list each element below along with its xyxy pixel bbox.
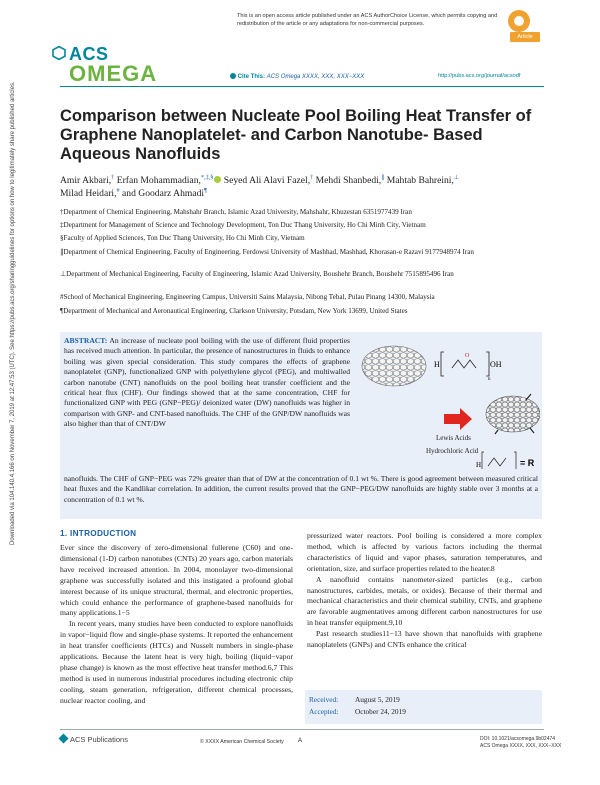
toc-graphic bbox=[358, 334, 540, 469]
abstract-continuation: nanofluids. The CHF of GNP−PEG was 72% greater than that of DW at the concentration of 0.1 wt %. There is good agreement between measured critical heat fluxes and the Kandlikar correlation. In addition, the current results proved that the GNP−PEG/DW nanofluids are highly stable over 3 months at a concentration of 0.1 wt %. bbox=[64, 474, 538, 504]
acs-hexagon-icon bbox=[52, 46, 66, 60]
received-label: Received: bbox=[309, 695, 339, 704]
doi-link[interactable]: DOI: 10.1021/acsomega.9b02474 bbox=[480, 736, 556, 742]
affiliation: †Department of Chemical Engineering, Mahshahr Branch, Islamic Azad University, Mahshahr, Khuzestan 6351977439 Iran bbox=[60, 208, 412, 216]
author-affiliation-mark: ∥ bbox=[381, 173, 385, 181]
toc-hydrochloric-acid: Hydrochloric Acid bbox=[426, 447, 479, 455]
orcid-icon[interactable] bbox=[214, 176, 221, 183]
toc-label-o: O bbox=[465, 353, 470, 359]
page-number: A bbox=[298, 738, 303, 744]
cite-reference: ACS Omega XXXX, XXX, XXX−XXX bbox=[266, 74, 365, 80]
journal-logo bbox=[52, 44, 222, 92]
author-list bbox=[60, 174, 545, 200]
abstract-text bbox=[64, 336, 350, 430]
acs-publications-icon bbox=[59, 734, 69, 744]
open-access-badge-icon bbox=[508, 10, 530, 32]
toc-label-n: n bbox=[488, 377, 491, 382]
affiliation: ∥Department of Chemical Engineering, Faculty of Engineering, Ferdowsi University of Mashhad, Mashhad, Khorasan-e Razavi 9177948974 Iran bbox=[60, 248, 474, 256]
affiliation: §Faculty of Applied Sciences, Ton Duc Thang University, Ho Chi Minh City, Vietnam bbox=[60, 234, 305, 242]
toc-label-r: = R bbox=[520, 458, 535, 468]
author-name[interactable]: and Goodarz Ahmadi bbox=[122, 188, 205, 199]
toc-lewis-acids: Lewis Acids bbox=[436, 434, 471, 442]
functionalized-graphene-right bbox=[486, 394, 540, 434]
open-access-notice: This is an open access article published under an ACS AuthorChoice License, which permits copying and redistribution of the article or any adaptations for non-commercial purposes. bbox=[237, 13, 498, 27]
author-name[interactable]: Erfan Mohammadian, bbox=[116, 175, 201, 186]
logo-acs-text: ACS bbox=[69, 44, 109, 64]
section-heading-introduction: 1. INTRODUCTION bbox=[60, 529, 137, 538]
accepted-label: Accepted: bbox=[309, 707, 339, 716]
graphene-sheet-left bbox=[362, 346, 426, 386]
author-name[interactable]: Mahtab Bahreini, bbox=[386, 175, 454, 186]
download-side-note-text: Downloaded via 104.140.4.166 on November 7, 2019 at 12:47:53 (UTC). See https://pubs.acs.org/sharingguidelines for options on how to legitimately share published articles. bbox=[10, 81, 16, 545]
journal-url-link[interactable]: http://pubs.acs.org/journal/acsodf bbox=[438, 73, 521, 79]
intro-paragraph: pressurized water reactors. Pool boiling is considered a more complex method, which is affected by various factors including the thermal characteristics of liquid and vapor phases, saturation temperatures, and orientation, size, and surface properties related to the heater.8 bbox=[307, 531, 542, 573]
affiliation: ‡Department for Management of Science and Technology Development, Ton Duc Thang University, Ho Chi Minh City, Vietnam bbox=[60, 221, 426, 229]
abstract-label: ABSTRACT: bbox=[64, 336, 108, 345]
peg-molecule-top bbox=[434, 352, 502, 382]
affiliation: ⊥Department of Mechanical Engineering, Faculty of Engineering, Islamic Azad University, Boushehr Branch, Boushehr 7515895496 Iran bbox=[60, 270, 454, 278]
doi-block bbox=[480, 736, 561, 749]
article-title: Comparison between Nucleate Pool Boiling Heat Transfer of Graphene Nanoplatelet- and Carbon Nanotube- Based Aqueous Nanofluids bbox=[60, 107, 532, 163]
affiliation: ¶Department of Mechanical and Aeronautical Engineering, Clarkson University, Potsdam, New York 13699, United States bbox=[60, 307, 408, 315]
cite-icon bbox=[230, 73, 236, 79]
toc-label-h-right: H bbox=[476, 461, 482, 469]
toc-label-oh: OH bbox=[490, 360, 502, 369]
received-date bbox=[309, 695, 400, 704]
header-divider bbox=[60, 86, 544, 87]
publisher-name: ACS Publications bbox=[70, 735, 128, 744]
intro-right-column bbox=[307, 531, 542, 651]
cite-this[interactable] bbox=[230, 73, 364, 80]
accepted-value: October 24, 2019 bbox=[355, 707, 406, 716]
author-affiliation-mark: *,‡,§ bbox=[200, 173, 214, 181]
author-name[interactable]: Milad Heidari, bbox=[60, 188, 117, 199]
received-value: August 5, 2019 bbox=[355, 695, 400, 704]
intro-paragraph: Past research studies11−13 have shown that nanofluids with graphene nanoplatelets (GNPs) and CNTs enhance the critical bbox=[307, 629, 542, 650]
footer-citation: ACS Omega XXXX, XXX, XXX−XXX bbox=[480, 742, 562, 749]
toc-label-h: H bbox=[434, 360, 440, 369]
author-affiliation-mark: # bbox=[116, 186, 120, 194]
author-name[interactable]: Amir Akbari, bbox=[60, 175, 112, 186]
received-accepted-box bbox=[305, 690, 542, 724]
peg-r-group bbox=[476, 452, 535, 469]
abstract-body: An increase of nucleate pool boiling with the use of different fluid properties has received much attention. In particular, the presence of nanostructures in fluids to enhance boiling was given special consideration. This study compares the effects of graphene nanoplatelet (GNP), functionalized GNP with polyethylene glycol (PEG), and multiwalled carbon nanotube (CNT) nanofluids on the pool boiling heat transfer coefficient and the critical heat flux (CHF). Our findings showed that at the same concentration, CHF for functionalized GNP with PEG (GNP−PEG)/ deionized water (DW) nanofluids was higher in comparison with GNP- and CNT-based nanofluids. The CHF of the GNP/DW nanofluids was also higher than that of CNT/DW bbox=[64, 336, 350, 429]
acs-publications-logo[interactable] bbox=[60, 735, 128, 744]
author-name[interactable]: Seyed Ali Alavi Fazel, bbox=[223, 175, 311, 186]
cite-label: Cite This: bbox=[237, 74, 266, 80]
logo-omega-text: OMEGA bbox=[69, 61, 158, 86]
affiliation: #School of Mechanical Engineering, Engineering Campus, Universiti Sains Malaysia, Nibong Tebal, Pulau Pinang 14300, Malaysia bbox=[60, 293, 435, 301]
intro-paragraph: In recent years, many studies have been conducted to explore nanofluids in vapor−liquid flow and single-phase systems. It reported the enhancement in heat transfer coefficients (HTCs) and Nusselt numbers in single-phase applications. Because the latent heat is very high, boiling (liquid−vapor phase change) is known as the most effective heat transfer method.6,7 This method is used in numerous industrial procedures including electronic chip cooling, steam generation, refrigeration, different chemical processes, nuclear reactor cooling, and bbox=[60, 619, 293, 705]
intro-paragraph: A nanofluid contains nanometer-sized particles (e.g., carbon nanostructures, carbides, metals, or oxides). Because of their thermal and mechanical characteristics and their chemical stability, CNTs, and graphene are favorable augmentatives among different carbon nanostructures for use in heat transfer equipment.9,10 bbox=[307, 574, 542, 628]
author-affiliation-mark: ¶ bbox=[204, 186, 207, 194]
author-affiliation-mark: † bbox=[111, 173, 115, 181]
footer-divider bbox=[60, 729, 544, 730]
reaction-arrow-icon bbox=[444, 408, 472, 430]
copyright: © XXXX American Chemical Society bbox=[200, 739, 284, 745]
download-side-note bbox=[10, 81, 24, 550]
article-type-label: Article bbox=[510, 32, 540, 42]
accepted-date bbox=[309, 707, 406, 716]
intro-paragraph: Ever since the discovery of zero-dimensional fullerene (C60) and one-dimensional (1-D) carbon nanotubes (CNTs) 20 years ago, carbon materials have received increased attention. In 2004, monolayer two-dimensional graphene was successfully isolated and this instigated a profound global interest because of its unique structural, thermal, and electronic properties, which could enhance the performance of graphene-based nanofluids for many applications.1−5 bbox=[60, 543, 293, 618]
intro-left-column bbox=[60, 543, 293, 707]
author-name[interactable]: Mehdi Shanbedi, bbox=[315, 175, 382, 186]
author-affiliation-mark: ⊥ bbox=[453, 173, 460, 181]
author-affiliation-mark: † bbox=[310, 173, 314, 181]
